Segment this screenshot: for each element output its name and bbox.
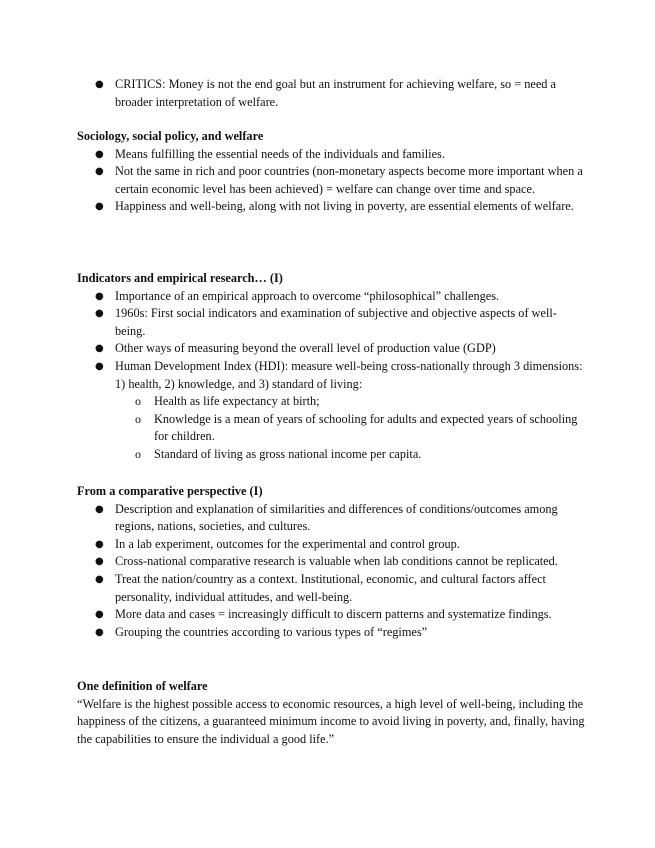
list-item: ● CRITICS: Money is not the end goal but an instrument for achieving welfare, so = need a broader interpretation of welfare. (77, 76, 587, 111)
section-heading: One definition of welfare (77, 679, 208, 693)
bullet-list (77, 288, 587, 464)
welfare-definition-quote: “Welfare is the highest possible access to economic resources, a high level of well-being, including the happiness of the citizens, a guaranteed minimum income to avoid living in poverty, and, finally, having the capabilities to ensure the individual a good life.” (77, 696, 585, 746)
list-item: ● Other ways of measuring beyond the overall level of production value (GDP) (77, 340, 587, 358)
list-item: ● More data and cases = increasingly difficult to discern patterns and systematize findings. (77, 606, 587, 624)
bullet-list (77, 146, 587, 216)
sub-list-item: o Knowledge is a mean of years of schooling for adults and expected years of schooling for children. (77, 411, 587, 446)
section-heading: From a comparative perspective (I) (77, 484, 263, 498)
section-sociology (77, 128, 587, 216)
list-item: ● Grouping the countries according to various types of “regimes” (77, 624, 587, 642)
list-item: ● Cross-national comparative research is valuable when lab conditions cannot be replicated. (77, 553, 587, 571)
section-comparative (77, 483, 587, 641)
sub-list-item: o Health as life expectancy at birth; (77, 393, 587, 411)
bullet-list (77, 501, 587, 642)
list-item: ● 1960s: First social indicators and examination of subjective and objective aspects of well-being. (77, 305, 587, 340)
list-item-text: Human Development Index (HDI): measure well-being cross-nationally through 3 dimensions: 1) health, 2) knowledge, and 3) standard of living: (115, 358, 583, 391)
sub-list (115, 393, 587, 463)
sub-list-item: o Standard of living as gross national income per capita. (77, 446, 587, 464)
section-definition (77, 678, 587, 748)
list-item: ● Importance of an empirical approach to overcome “philosophical” challenges. (77, 288, 587, 306)
section-indicators (77, 270, 587, 464)
list-item: ● In a lab experiment, outcomes for the experimental and control group. (77, 536, 587, 554)
bullet-list (77, 76, 587, 111)
list-item: ● Means fulfilling the essential needs of the individuals and families. (77, 146, 587, 164)
section-critics (77, 76, 587, 111)
list-item: ● Not the same in rich and poor countries (non-monetary aspects become more important when a certain economic level has been achieved) = welfare can change over time and space. (77, 163, 587, 198)
list-item-hdi (77, 358, 587, 464)
list-item: ● Description and explanation of similarities and differences of conditions/outcomes among regions, nations, societies, and cultures. (77, 501, 587, 536)
list-item: ● Happiness and well-being, along with not living in poverty, are essential elements of welfare. (77, 198, 587, 216)
section-heading: Sociology, social policy, and welfare (77, 129, 264, 143)
section-heading: Indicators and empirical research… (I) (77, 271, 283, 285)
list-item: ● Treat the nation/country as a context. Institutional, economic, and cultural factors affect personality, individual attitudes, and well-being. (77, 571, 587, 606)
